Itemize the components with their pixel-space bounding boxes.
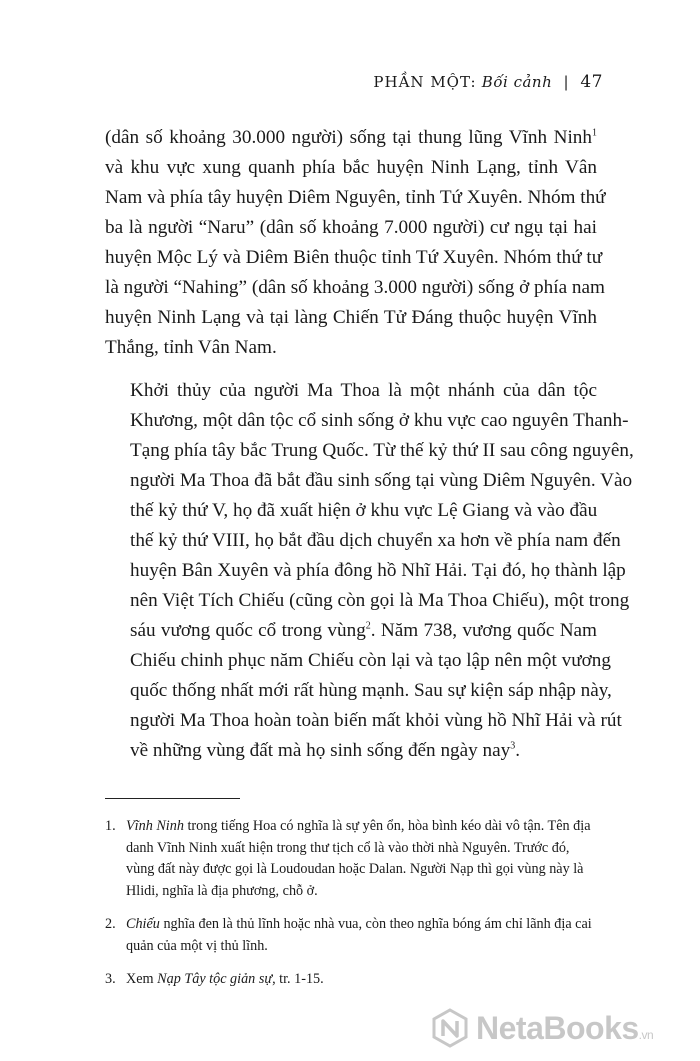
header-separator: | xyxy=(563,73,570,91)
footnote-ref-2[interactable]: 2 xyxy=(365,620,371,632)
text-line: Khương, một dân tộc cổ sinh sống ở khu vực cao nguyên Thanh- xyxy=(130,410,629,431)
footnote-number: 1. xyxy=(105,818,116,834)
footnotes xyxy=(105,816,597,1003)
text-line: sáu vương quốc cổ trong vùng$^2$. Năm 738, vương quốc Nam xyxy=(130,620,597,641)
footnote-divider xyxy=(105,798,240,799)
text-line: huyện Bân Xuyên và phía đông hồ Nhĩ Hải. Tại đó, họ thành lập xyxy=(130,560,626,581)
footnote-1 xyxy=(105,816,597,902)
text-line: thế kỷ thứ VIII, họ bắt đầu dịch chuyển xa hơn về phía nam đến xyxy=(130,530,621,551)
footnote-text: nghĩa đen là thủ lĩnh hoặc nhà vua, còn theo nghĩa bóng ám chỉ lãnh địa cai quản của một vị thủ lĩnh. xyxy=(126,916,592,954)
footnote-ref-3[interactable]: 3 xyxy=(510,740,516,752)
text-line: và khu vực xung quanh phía bắc huyện Ninh Lạng, tỉnh Vân xyxy=(105,157,597,178)
footnote-number: 3. xyxy=(105,971,116,987)
netabooks-logo-icon xyxy=(430,1008,470,1048)
text-line: (dân số khoảng 30.000 người) sống tại thung lũng Vĩnh Ninh$^1$ xyxy=(105,127,597,148)
text-line: người Ma Thoa hoàn toàn biến mất khỏi vùng hồ Nhĩ Hải và rút xyxy=(130,710,622,731)
footnote-term: Nạp Tây tộc giản sự xyxy=(157,971,273,987)
footnote-3 xyxy=(105,969,597,991)
netabooks-watermark xyxy=(430,1004,690,1052)
footnote-number: 2. xyxy=(105,916,116,932)
page-number: 47 xyxy=(580,72,603,92)
footnote-ref-1[interactable]: 1 xyxy=(592,127,597,139)
footnote-2 xyxy=(105,914,597,957)
footnote-term: Vĩnh Ninh xyxy=(126,818,184,834)
header-part: PHẦN MỘT: xyxy=(373,73,477,91)
footnote-text: , tr. 1-15. xyxy=(272,971,324,987)
footnote-prefix: Xem xyxy=(126,971,158,987)
text-line: ba là người “Naru” (dân số khoảng 7.000 người) cư ngụ tại hai xyxy=(105,217,597,238)
footnote-text: trong tiếng Hoa có nghĩa là sự yên ổn, hòa bình kéo dài vô tận. Tên địa danh Vĩnh Ninh xuất hiện trong thư tịch cổ là vào thời nhà Nguyên. Trước đó, vùng đất này được gọi là Loudoudan hoặc Dalan. Người Nạp thì gọi vùng này là Hlidi, nghĩa là địa phương, chỗ ở. xyxy=(126,818,591,899)
footnote-term: Chiếu xyxy=(126,916,160,932)
main-text xyxy=(105,123,634,766)
text-line: là người “Nahing” (dân số khoảng 3.000 người) sống ở phía nam xyxy=(105,277,605,298)
text-line: Tạng phía tây bắc Trung Quốc. Từ thế kỷ thứ II sau công nguyên, xyxy=(130,440,634,461)
text-line: huyện Ninh Lạng và tại làng Chiến Tử Đáng thuộc huyện Vĩnh xyxy=(105,307,597,328)
header-section: Bối cảnh xyxy=(481,73,553,91)
watermark-text: NetaBooks.vn xyxy=(476,1009,654,1046)
text-line: về những vùng đất mà họ sinh sống đến ngày nay$^3$. xyxy=(130,740,521,761)
text-line: huyện Mộc Lý và Diêm Biên thuộc tỉnh Tứ Xuyên. Nhóm thứ tư xyxy=(105,247,603,268)
paragraph-1 xyxy=(105,123,606,363)
text-line: Thắng, tỉnh Vân Nam. xyxy=(105,337,277,358)
text-line: thế kỷ thứ V, họ đã xuất hiện ở khu vực Lệ Giang và vào đầu xyxy=(130,500,598,521)
text-line: người Ma Thoa đã bắt đầu sinh sống tại vùng Diêm Nguyên. Vào xyxy=(130,470,633,491)
text-line: Khởi thủy của người Ma Thoa là một nhánh của dân tộc xyxy=(130,380,597,401)
text-line: nên Việt Tích Chiếu (cũng còn gọi là Ma Thoa Chiếu), một trong xyxy=(130,590,630,611)
text-line: Nam và phía tây huyện Diêm Nguyên, tỉnh Tứ Xuyên. Nhóm thứ xyxy=(105,187,606,208)
running-header xyxy=(373,72,603,92)
text-line: Chiếu chinh phục năm Chiếu còn lại và tạo lập nên một vương xyxy=(130,650,611,671)
paragraph-2 xyxy=(105,376,634,766)
text-line: quốc thống nhất mới rất hùng mạnh. Sau sự kiện sáp nhập này, xyxy=(130,680,612,701)
